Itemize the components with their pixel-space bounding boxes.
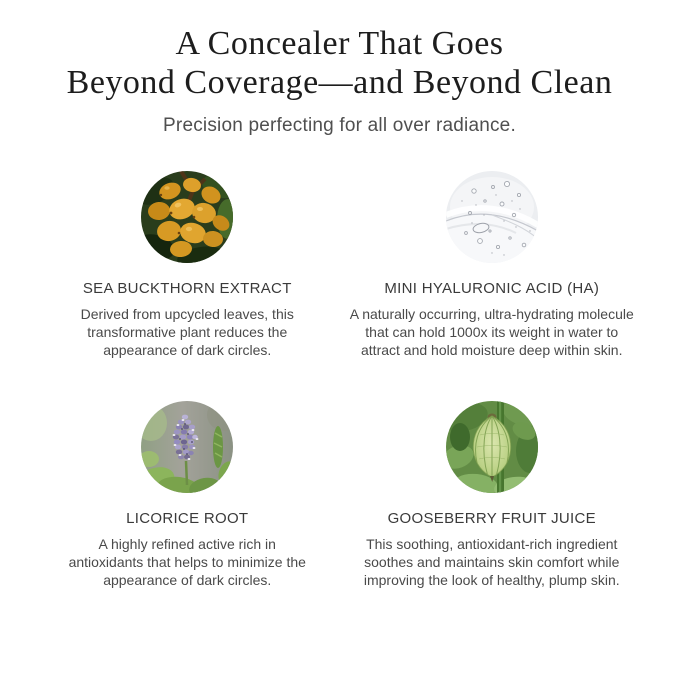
page-title (0, 24, 679, 102)
sea-buckthorn-berries-photo (141, 171, 233, 263)
ingredient-description: A highly refined active rich in antioxidants that helps to minimize the appearance of dark circles. (68, 536, 306, 588)
page-title-line2: Beyond Coverage—and Beyond Clean (66, 64, 613, 101)
ingredient-name: LICORICE ROOT (126, 510, 249, 527)
ingredient-card-hyaluronic-acid (345, 171, 640, 359)
licorice-root-flower-photo (141, 401, 233, 493)
ingredient-card-sea-buckthorn (40, 171, 335, 359)
ingredient-name: GOOSEBERRY FRUIT JUICE (387, 510, 596, 527)
ingredient-grid (40, 171, 639, 589)
gooseberry-fruit-photo (446, 401, 538, 493)
ingredient-name: MINI HYALURONIC ACID (HA) (384, 280, 600, 297)
ingredient-name: SEA BUCKTHORN EXTRACT (82, 280, 292, 297)
header (0, 0, 679, 137)
page-title-line1: A Concealer That Goes (175, 25, 504, 62)
ingredient-card-gooseberry (345, 401, 640, 589)
ingredient-description: This soothing, antioxidant-rich ingredient soothes and maintains skin comfort while improving the look of healthy, plump skin. (363, 536, 620, 588)
page-subtitle: Precision perfecting for all over radiance. (163, 115, 516, 136)
ingredient-description: Derived from upcycled leaves, this transformative plant reduces the appearance of dark circles. (80, 306, 294, 358)
hyaluronic-acid-gel-photo (446, 171, 538, 263)
ingredient-card-licorice-root (40, 401, 335, 589)
ingredient-description: A naturally occurring, ultra-hydrating molecule that can hold 1000x its weight in water to attract and hold moisture deep within skin. (349, 306, 634, 358)
